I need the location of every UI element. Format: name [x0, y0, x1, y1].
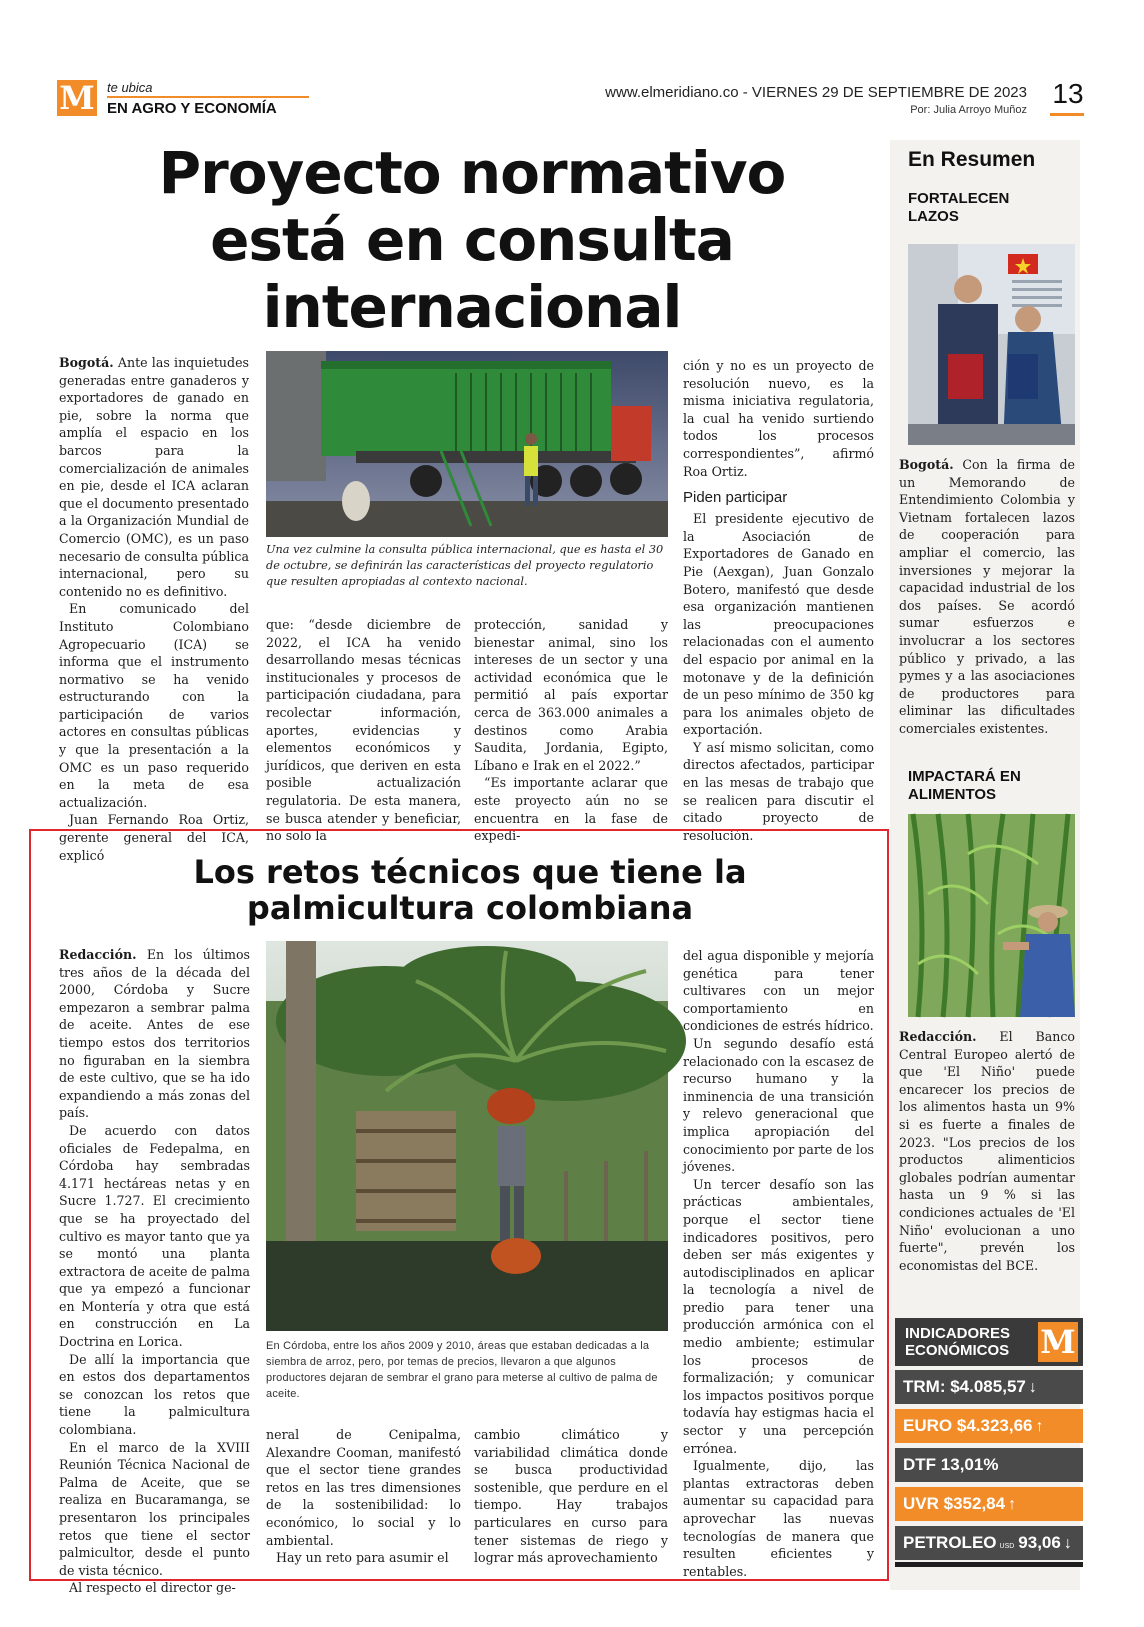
paragraph: De allí la importancia que en estos dos departamentos se conozcan los retos que tiene la palmicultura colombiana. — [59, 1351, 250, 1438]
corn-field-photo — [908, 814, 1075, 1017]
indicator-label: TRM: — [903, 1377, 946, 1396]
paragraph: neral de Cenipalma, Alexandre Cooman, manifestó que el sector tiene grandes retos en las tres dimensiones de la sostenibilidad: lo económico, lo social y lo ambiental. — [266, 1427, 461, 1548]
arrow-up-icon: ↑ — [1035, 1418, 1044, 1435]
indicators-logo: M — [1038, 1322, 1078, 1362]
indicators-title — [905, 1325, 1010, 1359]
indicators-bottom-bar — [895, 1562, 1083, 1567]
paragraph: Al respecto el director ge- — [69, 1580, 236, 1596]
paragraph-text: El Banco Central Europeo alertó de que 'El Niño' puede encarecer los precios de los alimentos hasta un 9% si es fuerte a finales de 2023. "Los precios de los productos alimenticios globales podrían aumentar hasta un 9 % si las condiciones actuales de 'El Niño' evolucionan a uno fuerte", prevén los economistas del BCE. — [899, 1029, 1075, 1273]
lead-word: Bogotá. — [899, 457, 954, 472]
arrow-down-icon: ↓ — [1028, 1379, 1037, 1396]
paragraph: cambio climático y variabilidad climática donde se busca productividad sostenible, que perdure en el tiempo. Hay trabajos particulares en curso para tener sistemas de riego y lograr más aprovechamiento — [474, 1427, 668, 1566]
paragraph: De acuerdo con datos oficiales de Fedepalma, en Córdoba hay sembradas 4.171 hectáreas netas y en Sucre 1.727. El crecimiento que se ha proyectado del cultivo es mayor tanto que ya se montó una planta extractora de aceite de palma que ya empezó a funcionar en Montería y otra que está en construcción en La Doctrina en Lorica. — [59, 1122, 251, 1350]
article-2-column-4 — [683, 947, 874, 1579]
indicator-label: PETROLEO — [903, 1533, 997, 1552]
indicator-row-petroleo — [895, 1526, 1083, 1560]
paragraph-text: Con la firma de un Memorando de Entendimiento Colombia y Vietnam fortalecen lazos de cooperación para ampliar el comercio, las inversiones y mejorar la capacidad industrial de los dos países. Se acordó sumar esfuerzos e involucrar a los sectores público y privado, a las pymes y a las asociaciones de productores para eliminar las dificultades comerciales existentes. — [899, 457, 1075, 736]
paragraph-text: Ante las inquietudes generadas entre ganaderos y exportadores de ganado en pie, sobre la norma que amplía el espacio en los barcos para la comercialización de animales en pie, desde el ICA aclaran que el documento presentado a la Organización Mundial de Comercio (OMC), es un paso necesario de consulta pública internacional, pero su contenido no es definitivo. — [59, 355, 249, 599]
article-1-subhead: Piden participar — [683, 489, 788, 507]
headline-line: palmicultura colombiana — [246, 889, 694, 927]
sidebar-item-2-kicker — [908, 768, 1021, 804]
paragraph: que: “desde diciembre de 2022, el ICA ha venido desarrollando mesas técnicas institucionales y procesos de participación ciudadana, para recolectar información, aportes, evidencias y elementos económicos y jurídicos, que deriven en esta posible actualización regulatoria. De esta manera, se busca atender y beneficiar, no solo la — [266, 617, 461, 844]
paragraph — [59, 946, 250, 1122]
indicator-label: EURO — [903, 1416, 953, 1435]
paragraph: El presidente ejecutivo de la Asociación de Exportadores de Ganado en Pie (Aexgan), Juan Gonzalo Botero, manifestó que desde esa organización mantienen las preocupaciones relacionadas con el aumento del espacio por animal en la motonave y de la definición de un peso mínimo de 350 kg para los animales objeto de exportación. — [683, 511, 874, 738]
lead-word: Redacción. — [899, 1029, 977, 1044]
headline-line: Los retos técnicos que tiene la — [193, 853, 747, 891]
kicker-line: FORTALECEN — [908, 190, 1010, 207]
article-2-column-1 — [59, 946, 251, 1596]
arrow-down-icon: ↓ — [1063, 1535, 1072, 1552]
vietnam-signing-photo — [908, 244, 1075, 445]
paragraph-text: En los últimos tres años de la década del 2000, Córdoba y Sucre empezaron a sembrar palma de aceite. Antes de ese tiempo estos dos territorios no figuraban en la siembra de este cultivo, que se ha ido expandiendo a más zonas del país. — [59, 947, 250, 1121]
newspaper-logo: M — [57, 80, 97, 116]
article-2-headline — [40, 854, 900, 926]
indicator-label: DTF — [903, 1455, 937, 1474]
paragraph — [59, 354, 249, 600]
indicator-label: UVR — [903, 1494, 939, 1513]
article-1-photo-caption: Una vez culmine la consulta pública internacional, que es hasta el 30 de octubre, se definirán las características del proyecto regulatorio que resulten apropiadas al contexto nacional. — [266, 543, 664, 588]
article-2-column-2 — [266, 1426, 461, 1566]
article-2-column-3 — [474, 1426, 668, 1566]
paragraph — [899, 456, 1075, 738]
indicator-value: 13,01% — [940, 1455, 999, 1474]
sidebar-item-1-kicker — [908, 190, 1009, 226]
dateline: www.elmeridiano.co - VIERNES 29 DE SEPTIEMBRE DE 2023 — [605, 84, 1027, 101]
indicator-value: $352,84 — [943, 1494, 1006, 1513]
article-1-headline — [62, 140, 882, 341]
paragraph: ción y no es un proyecto de resolución nuevo, es la misma iniciativa regulatoria, la cual ha venido surtiendo todos los procesos correspondientes”, afirmó Roa Ortiz. — [683, 358, 874, 479]
sidebar-item-1-text — [899, 456, 1075, 746]
sidebar-title: En Resumen — [908, 148, 1036, 171]
indicator-unit: USD — [999, 1543, 1015, 1550]
page-number-underline — [1050, 113, 1084, 116]
paragraph: Un segundo desafío está relacionado con la escasez de recurso humano y la inminencia de una transición y relevo generacional que implica apropiación del conocimiento por parte de los jóvenes. — [683, 1035, 874, 1175]
article-1-column-1 — [59, 354, 249, 863]
lead-word: Bogotá. — [59, 355, 114, 370]
cattle-truck-photo — [266, 351, 668, 537]
arrow-up-icon: ↑ — [1008, 1496, 1017, 1513]
byline: Por: Julia Arroyo Muñoz — [910, 104, 1027, 116]
article-1-column-3 — [474, 616, 668, 844]
paragraph: Y así mismo solicitan, como directos afectados, participar en las mesas de trabajo que se realicen para discutir el citado proyecto de resolución. — [683, 739, 874, 843]
headline-line: Proyecto normativo — [158, 139, 786, 207]
paragraph: En comunicado del Instituto Colombiano Agropecuario (ICA) se informa que el instrumento normativo se ha venido estructurando con la participación de varios actores en consultas públicas y que la presentación a la OMC es un paso requerido en la meta de esa actualización. — [59, 601, 249, 810]
article-1-column-2 — [266, 616, 461, 844]
section-tagline: te ubica — [107, 80, 153, 95]
indicator-row-euro — [895, 1409, 1083, 1443]
lead-word: Redacción. — [59, 947, 137, 962]
headline-line: está en consulta — [210, 206, 734, 274]
indicators-title-line: INDICADORES — [905, 1325, 1011, 1342]
kicker-line: IMPACTARÁ EN — [908, 768, 1021, 785]
headline-line: internacional — [262, 273, 682, 341]
paragraph: Juan Fernando Roa Ortiz, gerente general del ICA, explicó — [59, 812, 249, 863]
indicator-row-dtf — [895, 1448, 1083, 1482]
page-number: 13 — [1052, 78, 1084, 109]
paragraph: Hay un reto para asumir el — [276, 1550, 449, 1566]
indicator-value: 93,06 — [1018, 1533, 1061, 1552]
paragraph — [899, 1028, 1075, 1274]
palm-harvest-photo — [266, 941, 668, 1331]
indicator-row-uvr — [895, 1487, 1083, 1521]
indicators-title-line: ECONÓMICOS — [905, 1342, 1010, 1359]
indicator-value: $4.323,66 — [956, 1416, 1033, 1435]
paragraph: “Es importante aclarar que este proyecto aún no se encuentra en la fase de expedi- — [474, 775, 668, 844]
sidebar-item-2-text — [899, 1028, 1075, 1288]
section-name: EN AGRO Y ECONOMÍA — [107, 100, 277, 117]
indicator-value: $4.085,57 — [950, 1377, 1026, 1396]
paragraph: Igualmente, dijo, las plantas extractoras deben aumentar su capacidad para aprovechar las nuevas tecnologías de manera que resulten eficientes y rentables. — [683, 1458, 874, 1579]
article-1-column-4 — [683, 357, 874, 843]
kicker-line: ALIMENTOS — [908, 786, 997, 803]
indicator-row-trm — [895, 1370, 1083, 1404]
paragraph: En el marco de la XVIII Reunión Técnica Nacional de Palma de Aceite, que se realiza en Bucaramanga, se presentaron los principales retos que tiene el sector palmicultor, desde el punto de vista técnico. — [59, 1439, 250, 1578]
article-2-photo-caption: En Córdoba, entre los años 2009 y 2010, áreas que estaban dedicadas a la siembra de arroz, pero, por temas de precios, llevaron a que algunos productores dejaran de sembrar el grano para meterse al cultivo de palma de aceite. — [266, 1340, 658, 1400]
kicker-line: LAZOS — [908, 208, 959, 225]
paragraph: protección, sanidad y bienestar animal, sino los intereses de un sector y una actividad económica que le permitió al país exportar cerca de 363.000 animales a destinos como Arabia Saudita, Jordania, Egipto, Líbano e Irak en el 2022.” — [474, 617, 668, 773]
paragraph: Un tercer desafío son las prácticas ambientales, porque el sector tiene indicadores positivos, pero deben ser más exigentes y autodisciplinados en aplicar la tecnología a nivel de predio para tener una producción armónica con el medio ambiente; estimular los procesos de formalización; y comunicar los impactos positivos porque todavía hay estigmas hacia el sector y una percepción errónea. — [683, 1176, 874, 1456]
section-underline — [107, 96, 309, 98]
paragraph: del agua disponible y mejoría genética para tener cultivares con un mejor comportamiento en condiciones de estrés hídrico. — [683, 948, 874, 1034]
